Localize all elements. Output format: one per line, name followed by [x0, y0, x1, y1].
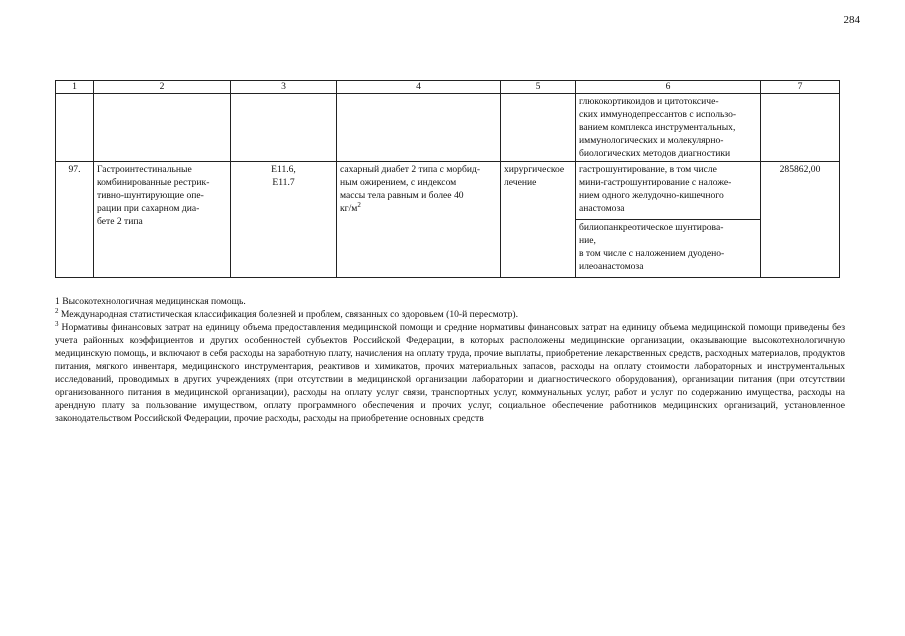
table-header-cell: 6	[576, 81, 761, 94]
table-cell	[56, 94, 94, 162]
method-cell-2: билиопанкреотическое шунтирова- ние, в том числе с наложением дуодено- илеоанастомоза	[576, 220, 761, 278]
table-cell	[94, 94, 231, 162]
vmp-table	[55, 80, 840, 278]
treatment-type-cell: хирургическое лечение	[501, 162, 576, 278]
table-header-cell: 2	[94, 81, 231, 94]
table-row-continuation	[56, 94, 840, 162]
table-header-cell: 3	[231, 81, 337, 94]
table-cell	[231, 94, 337, 162]
icd-codes-cell: E11.6, E11.7	[231, 162, 337, 278]
page-number: 284	[843, 14, 860, 26]
footnote-1: 1 Высокотехнологичная медицинская помощь.	[55, 296, 246, 307]
row-number-cell: 97.	[56, 162, 94, 278]
table-header-row	[56, 81, 840, 94]
patient-model-cell	[337, 162, 501, 278]
patient-model-text: сахарный диабет 2 типа с морбид- ным ожирением, с индексом массы тела равным и более 40 кг/м	[340, 164, 481, 214]
footnote-3-text: Нормативы финансовых затрат на единицу объема предоставления медицинской помощи и средние нормативы финансовых затрат на единицу объема медицинской помощи приведены без учета районных коэффициентов и других особенностей субъектов Российской Федерации, в которых расположены медицинские организации, оказывающие высокотехнологичную медицинскую помощь, и включают в себя расходы на заработную плату, начисления на оплату труда, прочие выплаты, приобретение лекарственных средств, расходных материалов, продуктов питания, мягкого инвентаря, медицинского инструментария, реактивов и химикатов, прочих материальных запасов, расходы на оплату стоимости лабораторных и инструментальных исследований, проводимых в других учреждениях (при отсутствии в медицинской организации лаборатории и диагностического оборудования), организации питания (при отсутствии организованного питания в медицинской организации), расходы на оплату услуг связи, транспортных услуг, коммунальных услуг, работ и услуг по содержанию имущества, расходы на арендную плату за пользование имуществом, оплату программного обеспечения и прочих услуг, социальное обеспечение работников медицинских организаций, установленное законодательством Российской Федерации, прочие расходы, расходы на приобретение основных средств	[55, 322, 845, 424]
table-header-cell: 7	[761, 81, 840, 94]
footnote-2	[55, 308, 845, 321]
method-cell-continued: глюкокортикоидов и цитотоксиче- ских иммунодепрессантов с использо- ванием комплекса инструментальных, иммунологических и молекулярно- биологических методов диагностики	[576, 94, 761, 162]
table-header-cell: 5	[501, 81, 576, 94]
table-header-cell: 4	[337, 81, 501, 94]
cost-cell: 285862,00	[761, 162, 840, 278]
vmp-name-cell: Гастроинтестинальные комбинированные рестрик- тивно-шунтирующие опе- рации при сахарном диа- бете 2 типа	[94, 162, 231, 278]
table-cell	[337, 94, 501, 162]
footnote-2-mark: 2	[55, 306, 59, 315]
table-header-cell: 1	[56, 81, 94, 94]
table-cell	[501, 94, 576, 162]
footnote-2-text: Международная статистическая классификация болезней и проблем, связанных со здоровьем (10-й пересмотр).	[58, 309, 519, 320]
method-cell-1: гастрошунтирование, в том числе мини-гастрошунтирование с наложе- нием одного желудочно-кишечного анастомоза	[576, 162, 761, 220]
footnotes	[55, 295, 845, 425]
table-cell	[761, 94, 840, 162]
superscript-2: 2	[357, 200, 361, 209]
footnote-3	[55, 321, 845, 425]
footnote-3-mark: 3	[55, 319, 59, 328]
table-row-97	[56, 162, 840, 220]
